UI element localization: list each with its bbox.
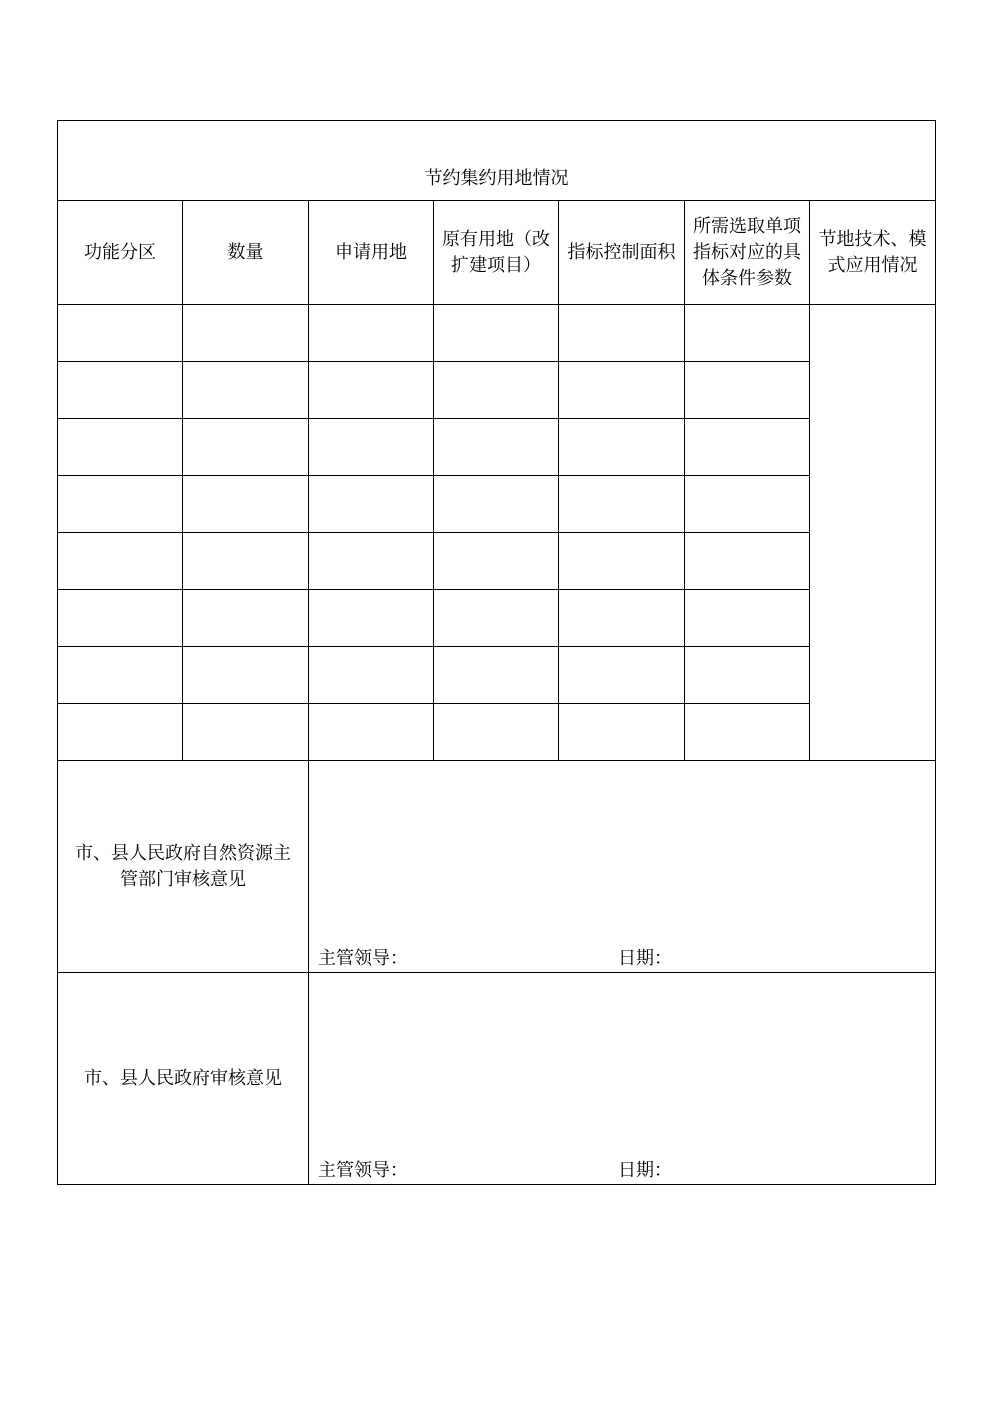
table-cell[interactable] [58,704,183,761]
table-cell[interactable] [183,419,309,476]
table-cell[interactable] [309,647,434,704]
table-row [58,590,936,647]
table-cell[interactable] [309,590,434,647]
title-row [58,121,936,201]
land-saving-technology-cell[interactable] [810,305,936,761]
table-row [58,362,936,419]
table-cell[interactable] [309,419,434,476]
table-cell[interactable] [183,590,309,647]
table-cell[interactable] [685,704,810,761]
table-cell[interactable] [183,305,309,362]
table-cell[interactable] [183,704,309,761]
review-label-government: 市、县人民政府审核意见 [58,973,309,1185]
table-cell[interactable] [309,704,434,761]
table-cell[interactable] [559,362,685,419]
table-cell[interactable] [685,305,810,362]
table-cell[interactable] [434,476,559,533]
table-cell[interactable] [309,476,434,533]
header-applied-land: 申请用地 [309,201,434,305]
table-cell[interactable] [434,533,559,590]
table-cell[interactable] [434,590,559,647]
table-row [58,704,936,761]
table-cell[interactable] [58,419,183,476]
header-original-land: 原有用地（改扩建项目） [434,201,559,305]
header-quantity: 数量 [183,201,309,305]
table-cell[interactable] [685,419,810,476]
review-opinion-natural-resources[interactable] [309,761,936,973]
table-cell[interactable] [58,647,183,704]
review-opinion-government[interactable] [309,973,936,1185]
date-label: 日期： [618,1160,672,1181]
header-indicator-area: 指标控制面积 [559,201,685,305]
table-cell[interactable] [434,419,559,476]
date-label: 日期： [618,948,672,969]
table-cell[interactable] [685,362,810,419]
table-cell[interactable] [685,647,810,704]
table-cell[interactable] [434,647,559,704]
table-row [58,476,936,533]
table-cell[interactable] [559,533,685,590]
table-cell[interactable] [183,476,309,533]
table-row [58,305,936,362]
table-cell[interactable] [309,362,434,419]
table-cell[interactable] [559,704,685,761]
table-cell[interactable] [58,362,183,419]
leader-signature-label: 主管领导： [318,948,408,969]
review-row-government [58,973,936,1185]
table-cell[interactable] [559,419,685,476]
header-land-saving-technology: 节地技术、模式应用情况 [810,201,936,305]
table-cell[interactable] [58,533,183,590]
table-cell[interactable] [183,533,309,590]
table-title: 节约集约用地情况 [58,121,936,201]
header-row [58,201,936,305]
table-row [58,647,936,704]
table-cell[interactable] [183,647,309,704]
land-use-form-table [57,120,936,1185]
table-cell[interactable] [58,590,183,647]
table-cell[interactable] [309,305,434,362]
table-cell[interactable] [685,476,810,533]
table-row [58,419,936,476]
table-cell[interactable] [559,647,685,704]
table-cell[interactable] [309,533,434,590]
table-cell[interactable] [58,476,183,533]
leader-signature-label: 主管领导： [318,1160,408,1181]
table-row [58,533,936,590]
review-row-natural-resources [58,761,936,973]
table-cell[interactable] [434,305,559,362]
header-functional-zone: 功能分区 [58,201,183,305]
table-cell[interactable] [559,590,685,647]
table-cell[interactable] [559,305,685,362]
table-cell[interactable] [685,590,810,647]
header-condition-parameters: 所需选取单项指标对应的具体条件参数 [685,201,810,305]
table-cell[interactable] [434,704,559,761]
table-cell[interactable] [183,362,309,419]
table-cell[interactable] [434,362,559,419]
review-label-natural-resources: 市、县人民政府自然资源主管部门审核意见 [58,761,309,973]
table-cell[interactable] [559,476,685,533]
table-cell[interactable] [685,533,810,590]
table-cell[interactable] [58,305,183,362]
